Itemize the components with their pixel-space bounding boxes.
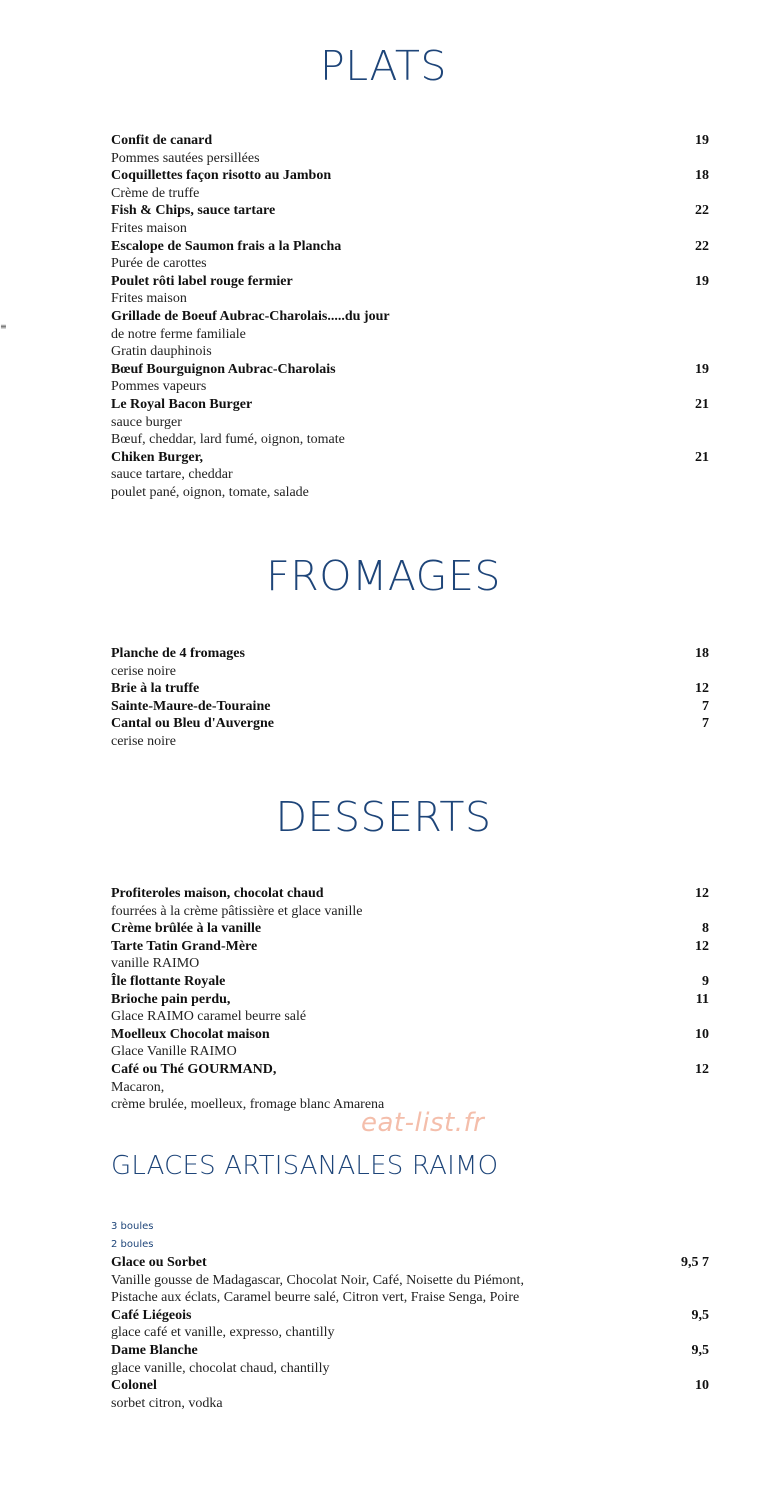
section-title-plats: PLATS [320,42,447,90]
menu-item-price: 21 [695,449,709,465]
menu-item-description: glace vanille, chocolat chaud, chantilly [111,1360,330,1376]
menu-item-description: Frites maison [111,220,187,236]
menu-item-price: 22 [695,238,709,254]
menu-item-price: 10 [695,1026,709,1042]
menu-item-name: Brie à la truffe [111,681,200,697]
menu-item [111,308,709,361]
plats-list [111,132,709,501]
menu-item-name: Glace ou Sorbet [111,1255,207,1270]
menu-item [111,1254,709,1307]
menu-item-name: Planche de 4 fromages [111,646,245,661]
menu-item [111,396,709,449]
menu-item [111,920,709,938]
watermark-text: eat-list.fr [361,1108,485,1138]
menu-item-name: Cantal ou Bleu d'Auvergne [111,716,274,732]
menu-item-price: 21 [695,396,709,412]
menu-item-description: de notre ferme familiale [111,326,246,342]
menu-item [111,202,709,237]
menu-item-description: Pommes vapeurs [111,379,207,395]
menu-item-name: Chiken Burger, [111,449,204,465]
menu-item [111,885,709,920]
menu-item [111,991,709,1026]
menu-item-description: Macaron, [111,1079,165,1095]
menu-item [111,273,709,308]
menu-item-description: poulet pané, oignon, tomate, salade [111,484,309,500]
menu-item [111,715,709,750]
menu-item-name: Tarte Tatin Grand-Mère [111,938,258,954]
menu-item [111,698,709,716]
menu-item-description: sauce tartare, cheddar [111,467,233,483]
menu-item [111,1026,709,1061]
menu-item-price: 7 [702,716,709,732]
menu-item [111,167,709,202]
menu-item [111,132,709,167]
menu-item-name: Bœuf Bourguignon Aubrac-Charolais [111,361,336,377]
section-title-desserts: DESSERTS [275,793,492,841]
menu-lines-icon: ≡ [0,322,7,331]
menu-item-description: Glace Vanille RAIMO [111,1044,237,1060]
menu-item-name: Le Royal Bacon Burger [111,396,253,412]
menu-item-price: 8 [702,921,709,937]
fromages-list [111,645,709,751]
menu-item [111,449,709,502]
menu-item-description: Pistache aux éclats, Caramel beurre salé, Citron vert, Fraise Senga, Poire [111,1290,520,1306]
menu-item-name: Crème brûlée à la vanille [111,921,262,937]
menu-item-name: Dame Blanche [111,1342,198,1358]
label-2-boules: 2 boules [111,1239,154,1250]
menu-item-name: Île flottante Royale [111,973,226,989]
menu-item [111,361,709,396]
menu-item-description: sorbet citron, vodka [111,1395,223,1411]
menu-item-description: Glace RAIMO caramel beurre salé [111,1009,307,1025]
menu-item-name: Sainte-Maure-de-Touraine [111,698,271,714]
menu-item-price: 19 [695,273,709,289]
menu-item [111,938,709,973]
glaces-block [111,1218,709,1412]
menu-item [111,973,709,991]
section-title-fromages: FROMAGES [266,552,501,600]
menu-item-price: 12 [695,1061,709,1077]
label-3-boules: 3 boules [111,1221,154,1232]
menu-item-name: Grillade de Boeuf Aubrac-Charolais.....du jour [111,308,390,324]
menu-item-price: 7 [702,698,709,714]
menu-item-name: Escalope de Saumon frais a la Plancha [111,238,342,254]
menu-item-name: Fish & Chips, sauce tartare [111,203,276,219]
menu-item-name: Coquillettes façon risotto au Jambon [111,168,332,184]
menu-item-price: 12 [695,886,709,901]
glaces-list [111,1254,709,1412]
menu-item-price: 9 [702,973,709,989]
menu-item [111,645,709,680]
menu-item-price: 18 [695,646,709,661]
menu-item-name: Profiteroles maison, chocolat chaud [111,886,324,901]
menu-item [111,1061,709,1114]
menu-item-price: 9,5 [691,1307,709,1323]
menu-item-price: 9,5 [691,1342,709,1358]
menu-item-name: Moelleux Chocolat maison [111,1026,270,1042]
menu-item-price: 12 [695,681,709,697]
menu-item-price: 18 [695,168,709,184]
menu-item-description: glace café et vanille, expresso, chantilly [111,1325,335,1341]
menu-item-description: Bœuf, cheddar, lard fumé, oignon, tomate [111,432,345,448]
menu-item [111,1377,709,1412]
menu-item-description: fourrées à la crème pâtissière et glace vanille [111,903,363,919]
menu-item [111,238,709,273]
menu-item [111,680,709,698]
menu-item-name: Poulet rôti label rouge fermier [111,273,293,289]
menu-item-description: Purée de carottes [111,256,207,272]
menu-item-description: Gratin dauphinois [111,344,212,360]
menu-item-description: Crème de truffe [111,185,200,201]
menu-item-description: Pommes sautées persillées [111,150,260,166]
menu-item-price: 9,5 7 [681,1255,709,1270]
menu-item-name: Colonel [111,1378,157,1394]
menu-item-price: 22 [695,203,709,219]
menu-item-description: cerise noire [111,733,176,749]
menu-item-description: vanille RAIMO [111,956,200,972]
menu-item-name: Confit de canard [111,133,213,148]
menu-item-description: cerise noire [111,663,176,679]
menu-item-name: Brioche pain perdu, [111,991,231,1007]
menu-item [111,1342,709,1377]
menu-item-description: sauce burger [111,414,182,430]
section-title-glaces: GLACES ARTISANALES RAIMO [111,1151,499,1181]
menu-item-description: Frites maison [111,291,187,307]
menu-item-price: 19 [695,133,709,148]
menu-item-price: 11 [695,991,709,1007]
menu-item-description: Vanille gousse de Madagascar, Chocolat Noir, Café, Noisette du Piémont, [111,1272,524,1288]
menu-item [111,1307,709,1342]
menu-item-name: Café ou Thé GOURMAND, [111,1061,277,1077]
menu-item-name: Café Liégeois [111,1307,192,1323]
menu-item-price: 10 [695,1378,709,1394]
menu-item-price: 19 [695,361,709,377]
desserts-list [111,885,709,1114]
menu-item-price: 12 [695,938,709,954]
menu-item-description: crème brulée, moelleux, fromage blanc Amarena [111,1097,385,1113]
